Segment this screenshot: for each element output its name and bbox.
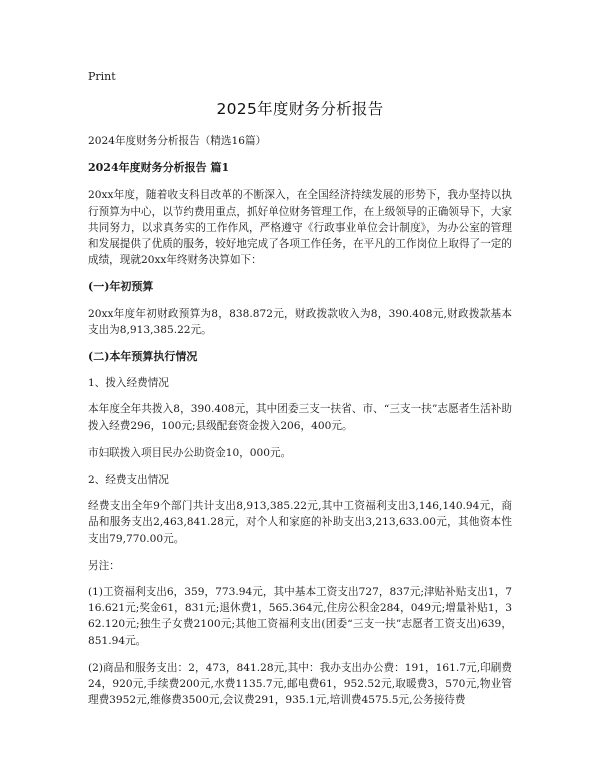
item-heading-expenditure: 2、经费支出情况 [88, 474, 169, 487]
budget-paragraph: 20xx年度年初财政预算为8，838.872元，财政拨款收入为8，390.408元,财政拨款基本支出为8,913,385.22元。 [88, 307, 512, 336]
note-paragraph-1: (1)工资福利支出6，359，773.94元，其中基本工资支出727，837元;津贴补贴支出1，716.621元;奖金61，831元;退休费1，565.364元,住房公积金284，049元;增量补贴1，362.120元;独生子女费2100元;其他工资福利支出(团委“三支一扶”志愿者工资支出)639，851.94元。 [88, 586, 512, 647]
item-heading-allocation: 1、拨入经费情况 [88, 377, 169, 390]
intro-paragraph: 20xx年度，随着收支科目改革的不断深入，在全国经济持续发展的形势下，我办坚持以执行预算为中心，以节约费用重点，抓好单位财务管理工作，在上级领导的正确领导下，大家共同努力，以求真务实的工作作风，严格遵守《行政事业单位会计制度》，为办公室的管理和发展提供了优质的服务，较好地完成了各项工作任务，在平凡的工作岗位上取得了一定的成绩，现就20xx年终财务决算如下： [88, 189, 512, 267]
allocation-paragraph: 本年度全年共拨入8，390.408元，其中团委三支一扶省、市、“三支一扶”志愿者生活补助拨入经费296，100元;县级配套资金拨入206，400元。 [88, 403, 512, 432]
expenditure-paragraph: 经费支出全年9个部门共计支出8,913,385.22元,其中工资福利支出3,146,140.94元，商品和服务支出2,463,841.28元，对个人和家庭的补助支出3,213,633.00元，其他资本性支出79,770.00元。 [88, 500, 512, 545]
document-subtitle: 2024年度财务分析报告（精选16篇） [88, 135, 267, 147]
note-paragraph-2: (2)商品和服务支出：2，473，841.28元,其中：我办支出办公费：191，161.7元,印刷费24，920元,手续费200元,水费1135.7元,邮电费61，952.52元,取暖费3，570元,物业管理费3952元,维修费3500元,会议费291，935.1元,培训费4575.5元,公务接待费 [88, 661, 512, 707]
section-heading-budget: (一)年初预算 [88, 280, 154, 294]
page-title: 2025年度财务分析报告 [216, 100, 384, 118]
allocation-paragraph-2: 市妇联拨入项目民办公助资金10，000元。 [88, 446, 292, 459]
section-heading-execution: (二)本年预算执行情况 [88, 350, 198, 364]
note-label: 另注： [88, 559, 120, 572]
print-label[interactable]: Print [88, 70, 116, 83]
document-body [88, 133, 512, 719]
article-heading: 2024年度财务分析报告 篇1 [88, 161, 230, 175]
